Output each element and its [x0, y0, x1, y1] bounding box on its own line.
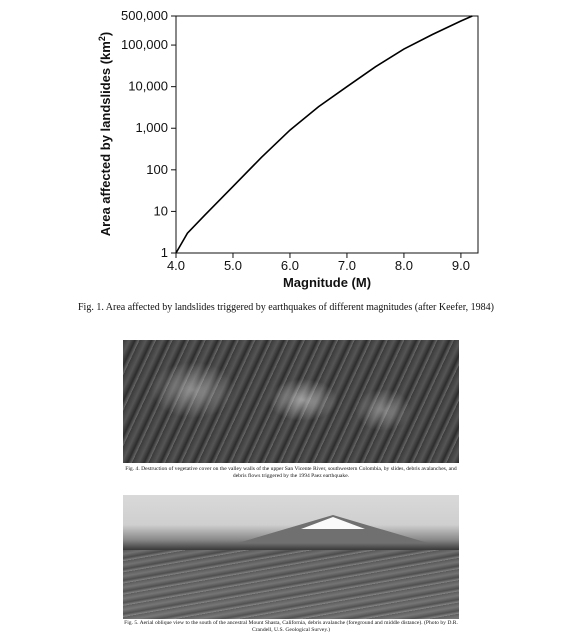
x-tick-label: 9.0: [451, 258, 470, 273]
y-tick-label: 500,000: [121, 8, 168, 23]
debris-avalanche-terrain: [123, 550, 459, 619]
mountain-snowcap: [301, 517, 365, 529]
y-tick-label: 100,000: [121, 37, 168, 53]
x-tick-label: 5.0: [223, 258, 243, 273]
landslide-area-chart: [0, 0, 572, 300]
y-tick-label: 100: [146, 161, 168, 177]
plot-frame: [176, 16, 478, 253]
x-tick-label: 6.0: [280, 258, 300, 273]
x-tick-label: 7.0: [337, 258, 356, 273]
x-ticks: [167, 253, 470, 273]
y-axis-title: Area affected by landslides $(km^2)$: [97, 31, 113, 237]
y-tick-label: 1: [160, 245, 168, 260]
y-axis-title-superscript: 2: [97, 36, 107, 42]
y-tick-label: 10,000: [128, 78, 168, 94]
x-axis-title: Magnitude (M): [282, 275, 372, 290]
x-tick-label: 8.0: [394, 258, 413, 273]
x-tick-label: 4.0: [166, 258, 186, 273]
mount-shasta-photo: [123, 495, 459, 619]
figure-1-caption: Fig. 1. Area affected by landslides triggered by earthquakes of different magnitudes (after Keefer, 1984): [77, 302, 495, 313]
area-magnitude-curve: [176, 16, 472, 253]
valley-landslide-photo: [123, 340, 459, 463]
y-tick-label: 1,000: [135, 120, 168, 136]
figure-4-caption: Fig. 4. Destruction of vegetative cover on the valley walls of the upper San Vicente River, southwestern Colombia, by slides, debris avalanches, and debris flows triggered by the 1994 Paez earthquake.: [125, 466, 457, 480]
figure-5-caption: Fig. 5. Aerial oblique view to the south of the ancestral Mount Shasta, California, debris avalanche (foreground and middle distance). (Photo by D.R. Crandell, U.S. Geological Survey.): [124, 620, 458, 634]
y-tick-label: 10: [153, 203, 168, 219]
y-ticks: [121, 8, 176, 260]
